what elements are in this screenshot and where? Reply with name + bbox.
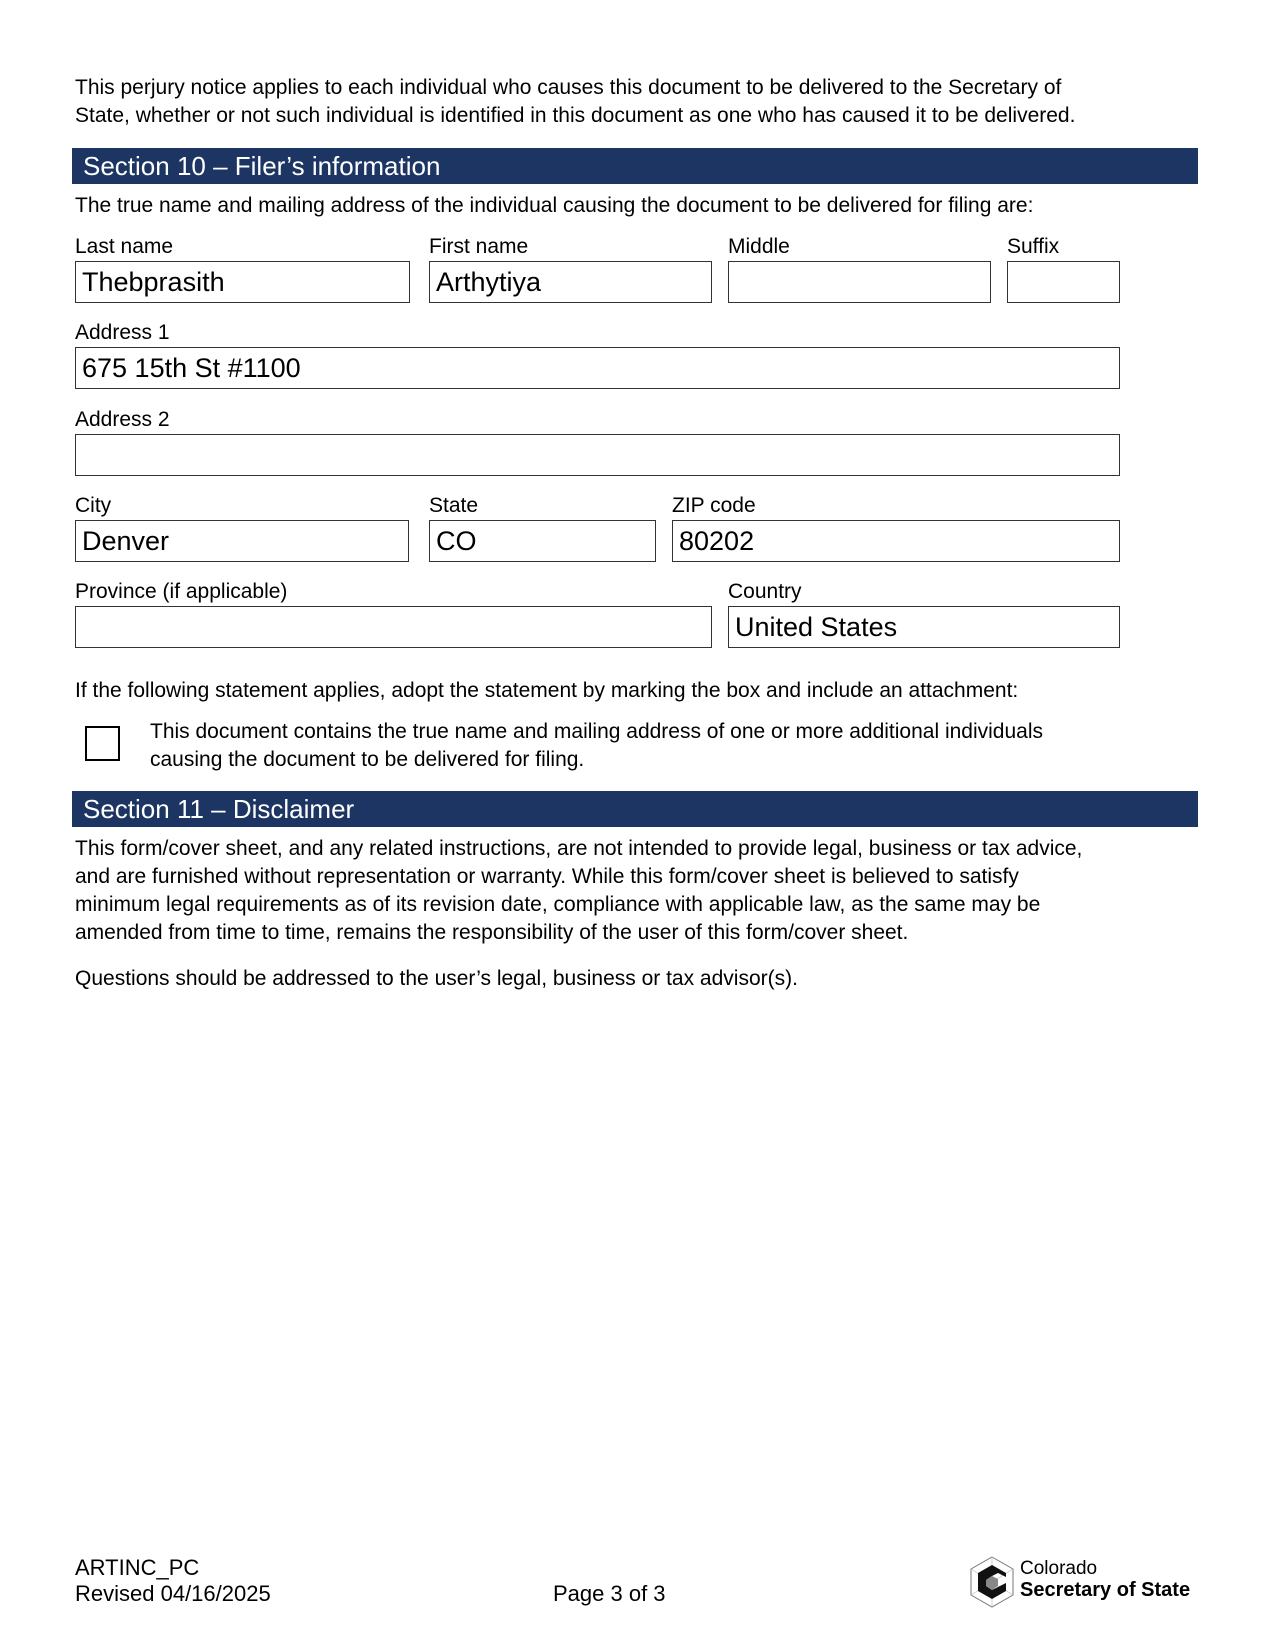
form-id: ARTINC_PC [75, 1555, 200, 1580]
first-name-label: First name [429, 235, 529, 258]
checkbox-text-line2: causing the document to be delivered for filing. [150, 748, 585, 771]
city-field[interactable]: Denver [75, 520, 409, 562]
checkbox-text-line1: This document contains the true name and mailing address of one or more additional individuals [150, 720, 1044, 743]
country-label: Country [728, 580, 802, 603]
middle-field[interactable] [728, 261, 991, 303]
city-label: City [75, 494, 112, 517]
suffix-label: Suffix [1007, 235, 1060, 258]
middle-label: Middle [728, 235, 790, 258]
state-label: State [429, 494, 479, 517]
zip-field[interactable]: 80202 [672, 520, 1120, 562]
zip-label: ZIP code [672, 494, 756, 517]
perjury-notice-line2: State, whether or not such individual is identified in this document as one who has caused it to be delivered. [75, 104, 1076, 127]
perjury-notice-line1: This perjury notice applies to each individual who causes this document to be delivered to the Secretary of [75, 76, 1062, 99]
first-name-field[interactable]: Arthytiya [429, 261, 712, 303]
disclaimer-line2: and are furnished without representation or warranty. While this form/cover sheet is believed to satisfy [75, 865, 1019, 888]
disclaimer-line1: This form/cover sheet, and any related instructions, are not intended to provide legal, business or tax advice, [75, 837, 1083, 860]
section-10-intro: The true name and mailing address of the individual causing the document to be delivered for filing are: [75, 194, 1034, 217]
last-name-label: Last name [75, 235, 174, 258]
province-label: Province (if applicable) [75, 580, 288, 603]
logo-text-secretary: Secretary of State [1020, 1579, 1191, 1601]
logo-text-colorado: Colorado [1020, 1558, 1098, 1579]
province-field[interactable] [75, 606, 712, 648]
last-name-field[interactable]: Thebprasith [75, 261, 410, 303]
country-field[interactable]: United States [728, 606, 1120, 648]
disclaimer-line4: amended from time to time, remains the responsibility of the user of this form/cover sheet. [75, 921, 909, 944]
address2-field[interactable] [75, 434, 1120, 476]
page-number: Page 3 of 3 [553, 1581, 666, 1606]
address1-label: Address 1 [75, 321, 170, 344]
questions-text: Questions should be addressed to the user’s legal, business or tax advisor(s). [75, 967, 798, 990]
section-11-header: Section 11 – Disclaimer [72, 791, 1198, 827]
address1-field[interactable]: 675 15th St #1100 [75, 347, 1120, 389]
section-10-header: Section 10 – Filer’s information [72, 148, 1198, 184]
statement-prompt: If the following statement applies, adopt the statement by marking the box and include an attachment: [75, 679, 1019, 702]
address2-label: Address 2 [75, 408, 170, 431]
additional-individuals-checkbox[interactable] [85, 726, 120, 761]
state-field[interactable]: CO [429, 520, 656, 562]
colorado-sos-logo-icon [967, 1555, 1017, 1609]
revised-date: Revised 04/16/2025 [75, 1581, 271, 1606]
disclaimer-line3: minimum legal requirements as of its revision date, compliance with applicable law, as the same may be [75, 893, 1041, 916]
suffix-field[interactable] [1007, 261, 1120, 303]
